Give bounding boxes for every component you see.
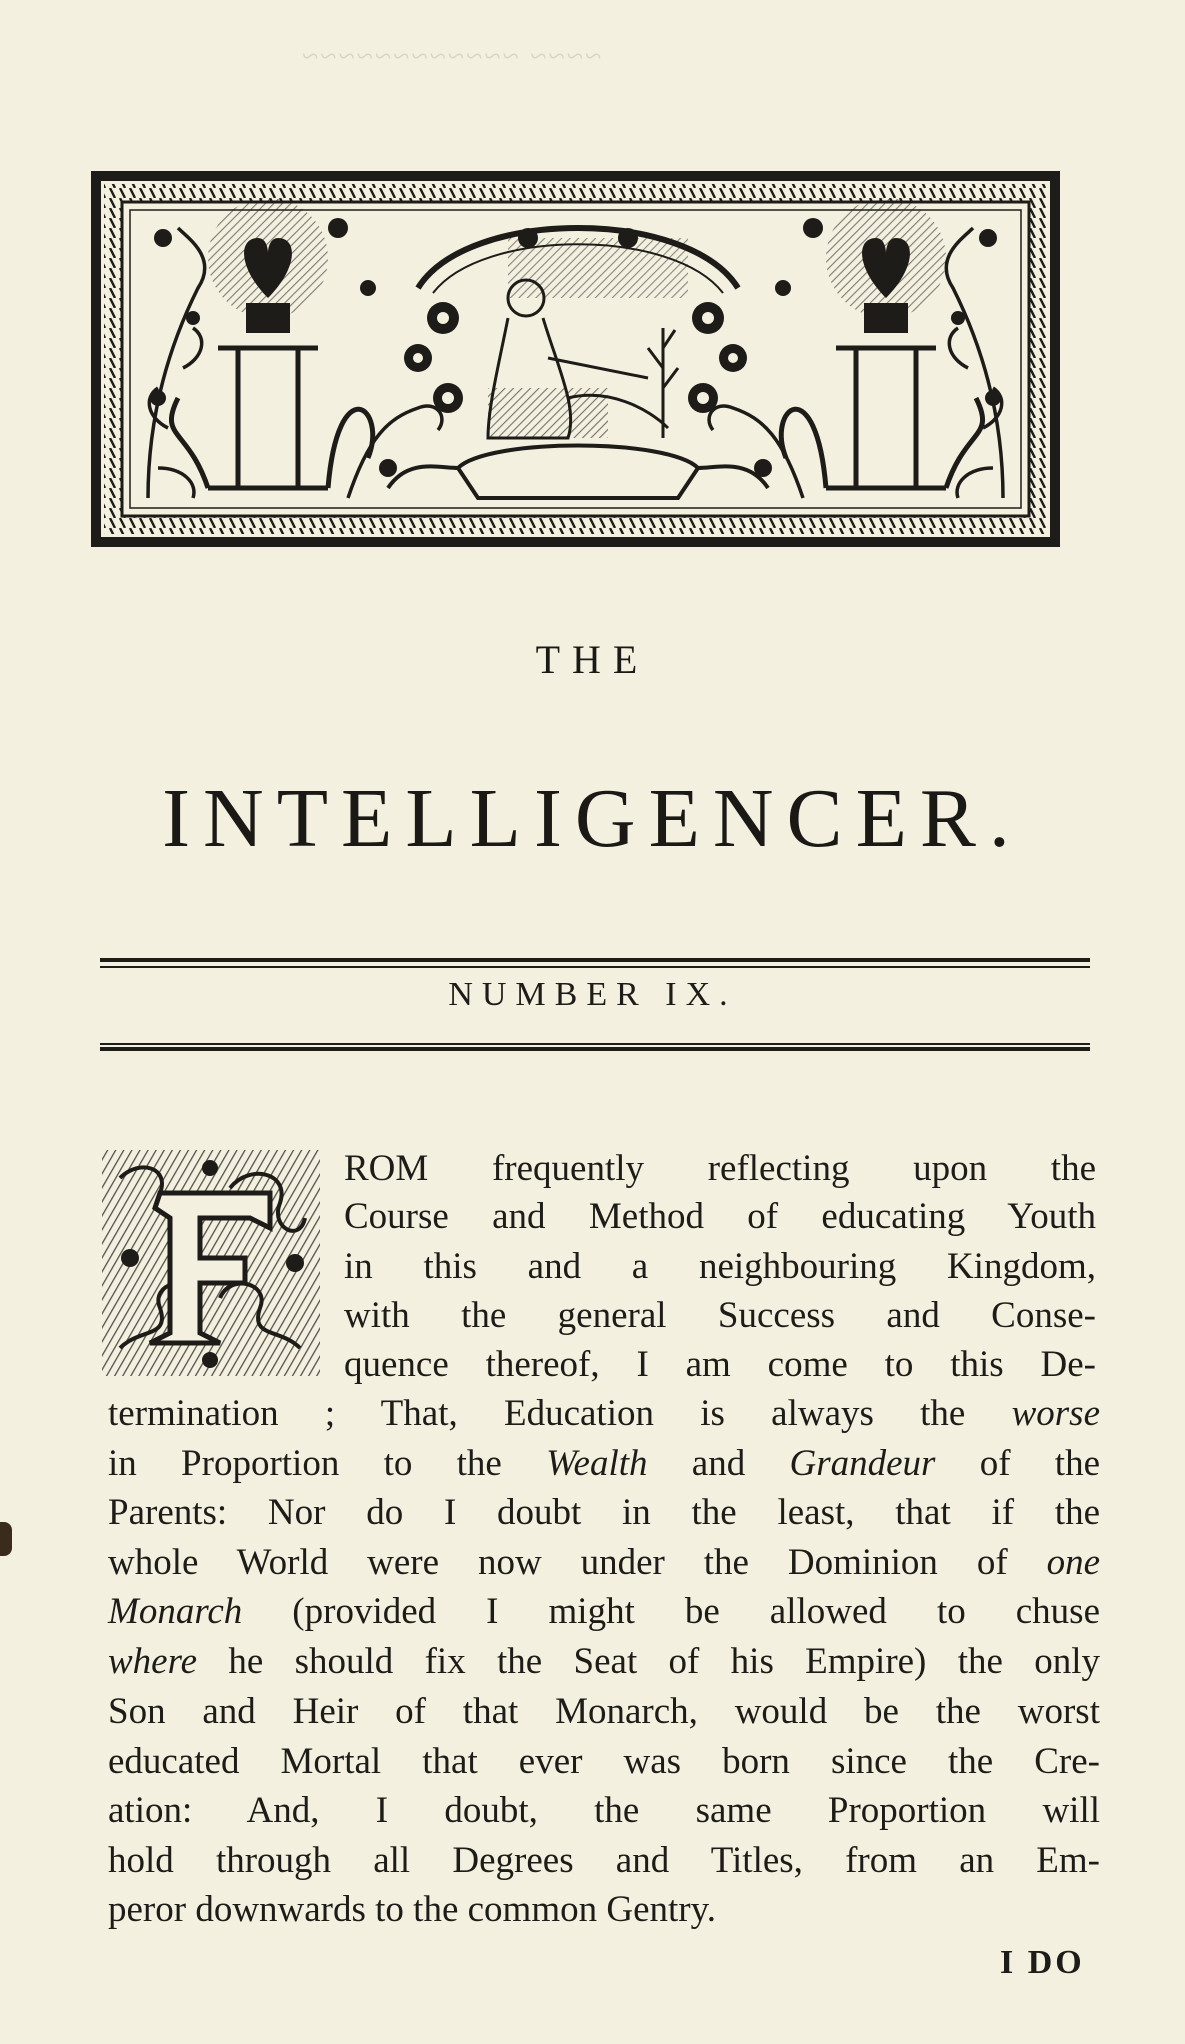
- woodcut-headpiece: [88, 168, 1063, 550]
- body-line-9: whole World were now under the Dominion of one: [108, 1542, 1100, 1583]
- dropcap-letter: F: [100, 1148, 101, 1149]
- catchword: I DO: [1000, 1944, 1085, 1981]
- body-line-7: in Proportion to the Wealth and Grandeur of the: [108, 1443, 1100, 1484]
- top-rule-thin: [100, 966, 1090, 968]
- margin-mark: [0, 1522, 12, 1556]
- bottom-rule-thin: [100, 1043, 1090, 1045]
- issue-number: NUMBER IX.: [448, 976, 737, 1013]
- body-line-14: ation: And, I doubt, the same Proportion will: [108, 1790, 1100, 1831]
- body-line-13: educated Mortal that ever was born since the Cre-: [108, 1741, 1100, 1782]
- body-line-4: with the general Success and Conse-: [344, 1295, 1096, 1336]
- top-rule-thick: [100, 958, 1090, 962]
- body-line-1: ROM frequently reflecting upon the: [344, 1148, 1096, 1189]
- body-line-12: Son and Heir of that Monarch, would be the worst: [108, 1691, 1100, 1732]
- show-through-running-head: ~~~~ ~~~~~~~~~~~~: [300, 40, 602, 73]
- body-line-11: where he should fix the Seat of his Empire) the only: [108, 1641, 1100, 1682]
- page-title: INTELLIGENCER.: [162, 772, 1023, 865]
- body-line-3: in this and a neighbouring Kingdom,: [344, 1246, 1096, 1287]
- body-line-5: quence thereof, I am come to this De-: [344, 1344, 1096, 1385]
- dropcap-ornament: [100, 1148, 322, 1378]
- bottom-rule-thick: [100, 1047, 1090, 1051]
- body-line-6: termination ; That, Education is always the worse: [108, 1393, 1100, 1434]
- body-line-10: Monarch (provided I might be allowed to chuse: [108, 1591, 1100, 1632]
- title-small: THE: [535, 637, 650, 682]
- body-line-2: Course and Method of educating Youth: [344, 1196, 1096, 1237]
- body-line-16: peror downwards to the common Gentry.: [108, 1889, 716, 1930]
- body-line-15: hold through all Degrees and Titles, from an Em-: [108, 1840, 1100, 1881]
- body-line-8: Parents: Nor do I doubt in the least, that if the: [108, 1492, 1100, 1533]
